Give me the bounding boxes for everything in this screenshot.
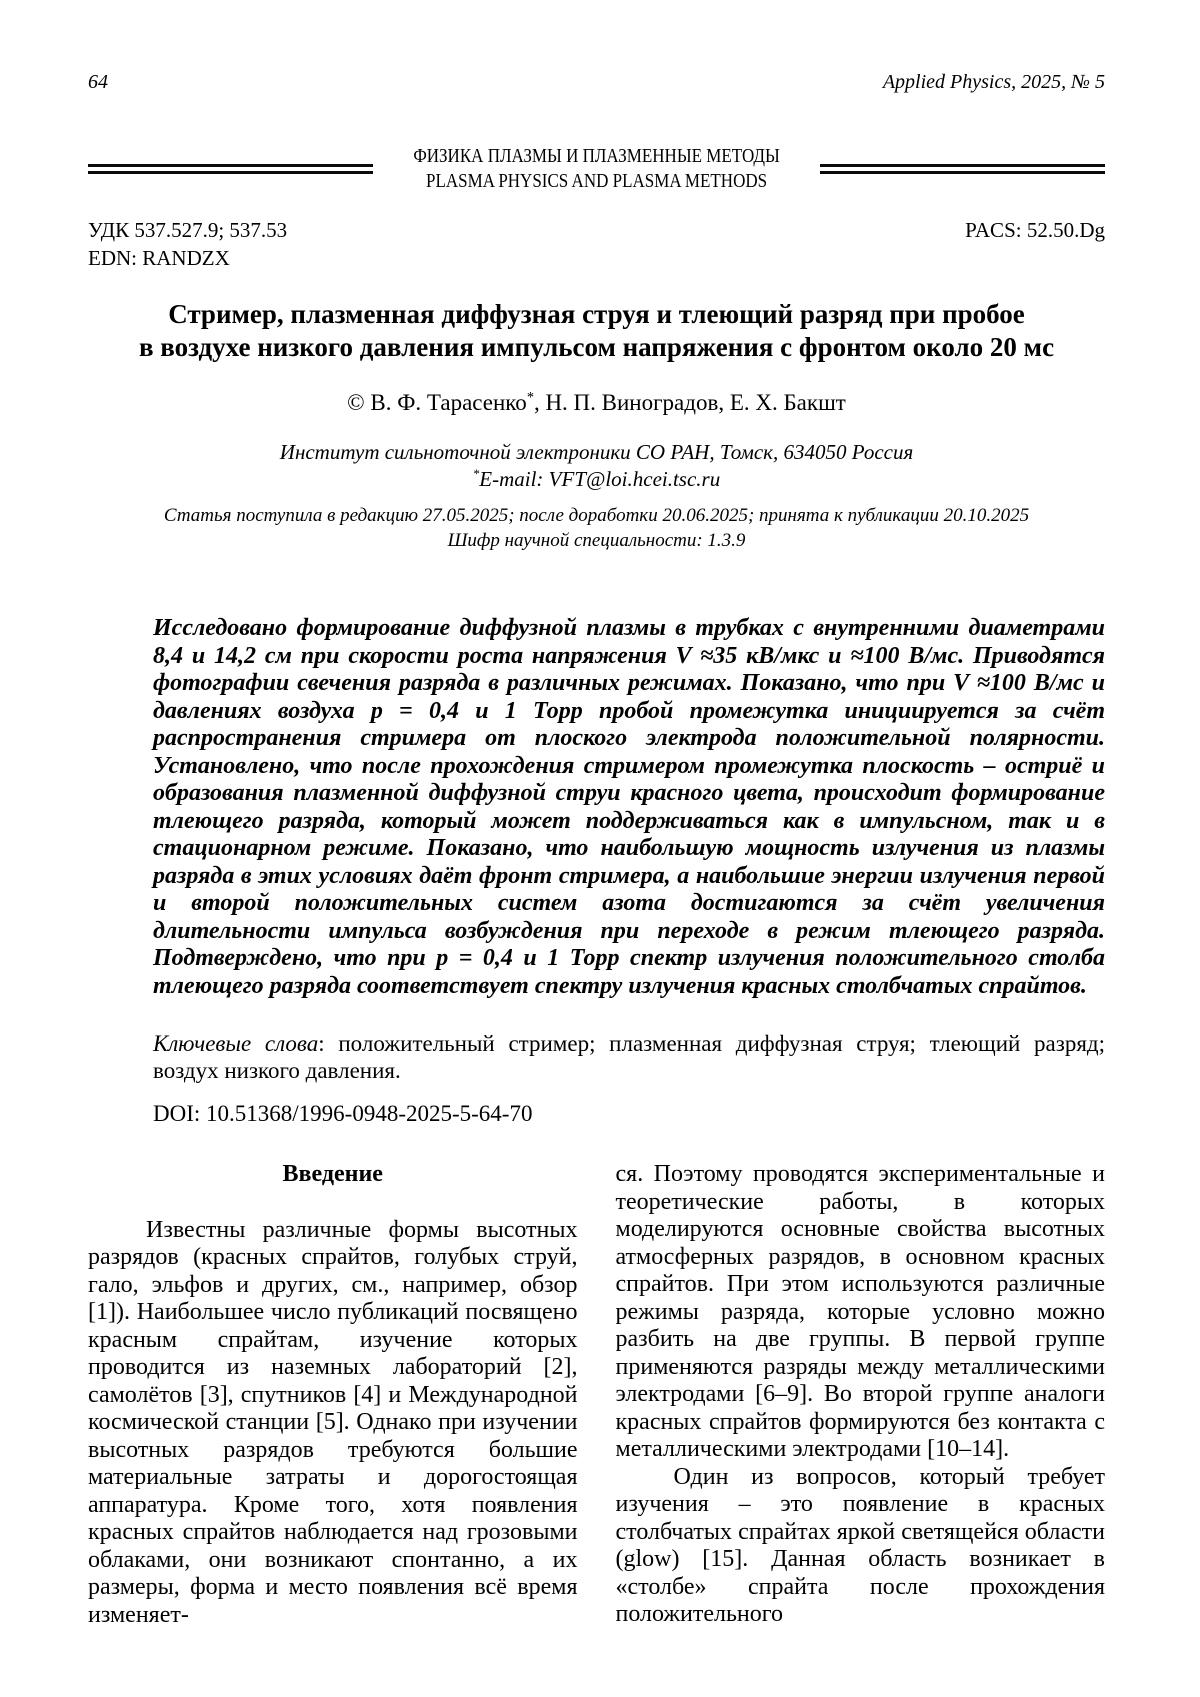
- keywords-text: : положительный стример; плазменная диффузная струя; тлеющий разряд; воздух низкого давления.: [153, 1031, 1105, 1083]
- rubric-rule-left: [88, 164, 373, 174]
- article-title: [88, 298, 1105, 364]
- right-column: [616, 1161, 1106, 1629]
- keywords-label: Ключевые слова: [153, 1031, 319, 1056]
- page-number: 64: [88, 71, 108, 93]
- rubric-title-en: PLASMA PHYSICS AND PLASMA METHODS: [425, 170, 768, 192]
- running-head: [88, 70, 1105, 94]
- title-line-1: Стример, плазменная диффузная струя и тлеющий разряд при пробое: [168, 299, 1025, 329]
- specialty-line: Шифр научной специальности: 1.3.9: [447, 530, 746, 551]
- affiliation: Институт сильноточной электроники СО РАН, Томск, 634050 Россия: [279, 440, 914, 464]
- email-text: E-mail: VFT@loi.hcei.tsc.ru: [479, 467, 721, 491]
- author-asterisk: *: [526, 389, 534, 406]
- received-line: Статья поступила в редакцию 27.05.2025; после доработки 20.06.2025; принята к публикации 20.10.2025: [163, 505, 1030, 526]
- journal-ref: Applied Physics, 2025, № 5: [882, 71, 1105, 93]
- email-asterisk: *: [472, 466, 480, 481]
- udk-code: УДК 537.527.9; 537.53: [88, 218, 288, 242]
- authors-prefix: © В. Ф. Тарасенко: [347, 390, 527, 415]
- edn-code: EDN: RANDZX: [88, 246, 230, 270]
- pacs-code: PACS: 52.50.Dg: [965, 218, 1105, 242]
- rubric-title: [373, 144, 820, 194]
- rubric-band: [88, 144, 1105, 194]
- authors-suffix: , Н. П. Виноградов, Е. Х. Бакшт: [533, 390, 846, 415]
- rubric-rule-right: [820, 164, 1105, 174]
- intro-columns: [88, 1161, 1105, 1629]
- left-column: [88, 1161, 578, 1629]
- doi: DOI: 10.51368/1996-0948-2025-5-64-70: [153, 1101, 533, 1126]
- introduction-heading: Введение: [282, 1161, 383, 1187]
- title-line-2: в воздухе низкого давления импульсом напряжения с фронтом около 20 мс: [138, 332, 1055, 362]
- codes-row: [88, 216, 1105, 244]
- intro-paragraph-continuation: ся. Поэтому проводятся экспериментальные и теоретические работы, в которых моделируются основные свойства высотных атмосферных разрядов, в основном красных спрайтов. При этом используются различные режимы разряда, которые условно можно разбить на две группы. В первой группе применяются разряды между металлическими электродами [6–9]. Во второй группе аналоги красных спрайтов формируются без контакта с металлическими электродами [10–14].: [615, 1161, 1105, 1462]
- abstract: Исследовано формирование диффузной плазмы в трубках с внутренними диаметрами 8,4 и 14,2 см при скорости роста напряжения V ≈35 кВ/мкс и ≈100 В/мс. Приводятся фотографии свечения разряда в различных режимах. Показано, что при V ≈100 В/мс и давлениях воздуха p = 0,4 и 1 Торр пробой промежутка инициируется за счёт распространения стримера от плоского электрода положительной полярности. Установлено, что после прохождения стримером промежутка плоскость – остриё и образования плазменной диффузной струи красного цвета, происходит формирование тлеющего разряда, который может поддерживаться как в импульсном, так и в стационарном режиме. Показано, что наибольшую мощность излучения из плазмы разряда в этих условиях даёт фронт стримера, а наибольшие энергии излучения первой и второй положительных систем азота достигаются за счёт увеличения длительности импульса возбуждения при переходе в режим тлеющего разряда. Подтверждено, что при p = 0,4 и 1 Торр спектр излучения положительного столба тлеющего разряда соответствует спектру излучения красных столбчатых спрайтов.: [153, 615, 1105, 999]
- rubric-title-ru: ФИЗИКА ПЛАЗМЫ И ПЛАЗМЕННЫЕ МЕТОДЫ: [413, 145, 780, 167]
- intro-paragraph-2: Один из вопросов, который требует изучения – это появление в красных столбчатых спрайтах яркой светящейся области (glow) [15]. Данная область возникает в «столбе» спрайта после прохождения положительного: [615, 1463, 1105, 1627]
- authors-line: [88, 388, 1105, 417]
- email-line: [88, 466, 1105, 493]
- article-codes: [88, 216, 1105, 272]
- keywords: [153, 1030, 1105, 1084]
- intro-paragraph-1: Известны различные формы высотных разрядов (красных спрайтов, голубых струй, гало, эльфов и других, см., например, обзор [1]). Наибольшее число публикаций посвящено красным спрайтам, изучение которых проводится из наземных лабораторий [2], самолётов [3], спутников [4] и Международной космической станции [5]. Однако при изучении высотных разрядов требуются большие материальные затраты и дорогостоящая аппаратура. Кроме того, хотя появления красных спрайтов наблюдается над грозовыми облаками, они возникают спонтанно, а их размеры, форма и место появления всё время изменяет-: [88, 1216, 578, 1628]
